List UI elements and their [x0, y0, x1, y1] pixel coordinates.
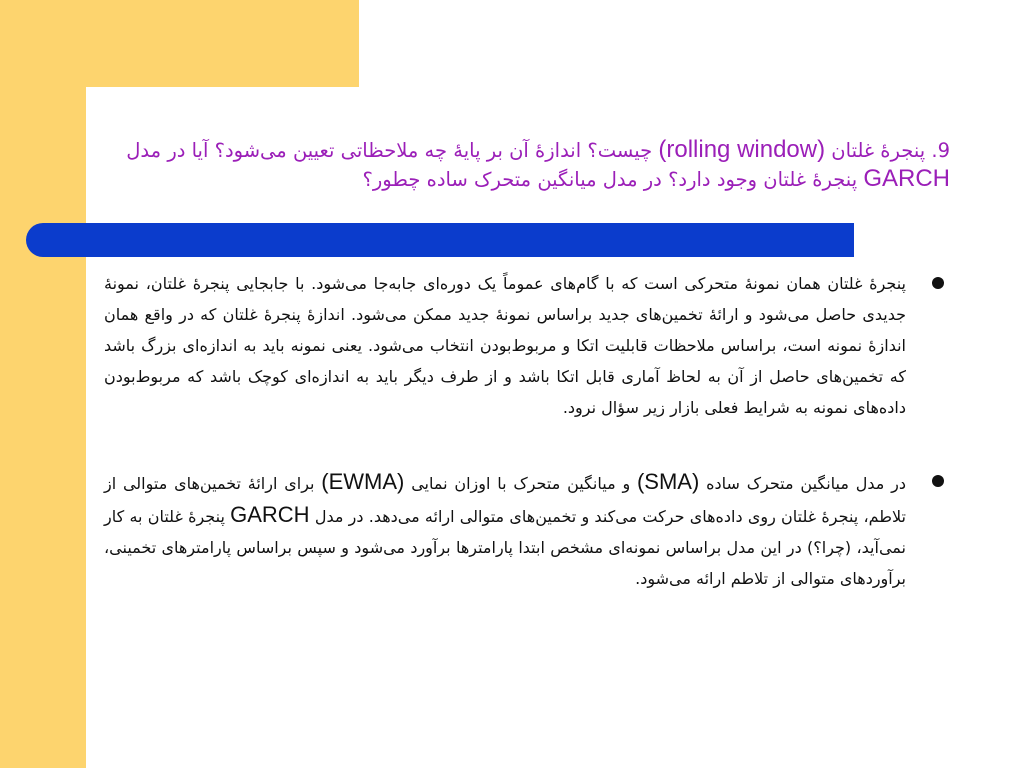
slide-title: [100, 136, 950, 194]
bullet-list: [104, 268, 950, 594]
bullet-text-3: برای ارائهٔ تخمین‌های متوالی از تلاطم، پنجرهٔ غلتان روی داده‌های حرکت می‌کند و تخمین‌های متوالی ارائه می‌دهد. در مدل: [104, 474, 906, 526]
bullet-item: [104, 466, 950, 594]
bullet-term-ewma: (EWMA): [321, 469, 405, 494]
title-term-rolling-window: (rolling window): [658, 136, 826, 163]
left-accent-strip: [0, 0, 86, 768]
bullet-dot-icon: [932, 475, 944, 487]
title-text-2: چیست؟ اندازهٔ آن بر پایهٔ چه ملاحظاتی تعیین می‌شود؟ آیا در مدل: [126, 139, 659, 162]
top-accent-block: [86, 0, 359, 87]
title-text-3: پنجرهٔ غلتان وجود دارد؟ در مدل میانگین متحرک ساده چطور؟: [362, 168, 864, 191]
title-term-garch: GARCH: [863, 165, 950, 192]
bullet-text-2: و میانگین متحرک با اوزان نمایی: [404, 474, 637, 493]
bullet-dot-icon: [932, 277, 944, 289]
title-divider-bar: [26, 223, 854, 257]
title-text-1: 9. پنجرهٔ غلتان: [825, 139, 950, 162]
bullet-term-garch: GARCH: [230, 502, 310, 527]
bullet-item: [104, 268, 950, 423]
bullet-text-4: پنجرهٔ غلتان به کار نمی‌آید، (چرا؟) در این مدل براساس نمونه‌ای مشخص ابتدا پارامترها برآورد می‌شود و سپس براساس پارامترهای تخمینی، برآوردهای متوالی از تلاطم ارائه می‌شود.: [104, 507, 906, 588]
bullet-text-1: در مدل میانگین متحرک ساده: [699, 474, 907, 493]
bullet-text: پنجرهٔ غلتان همان نمونهٔ متحرکی است که با گام‌های عموماً یک دوره‌ای جابه‌جا می‌شود. با جابجایی پنجرهٔ غلتان، نمونهٔ جدیدی حاصل می‌شود و ارائهٔ تخمین‌های جدید براساس نمونهٔ جدید ممکن می‌شود. اندازهٔ پنجرهٔ غلتان که در واقع همان اندازهٔ نمونه است، براساس ملاحظات قابلیت اتکا و مربوط‌بودن انتخاب می‌شود. یعنی نمونه باید به اندازه‌ای بزرگ باشد که تخمین‌های حاصل از آن به لحاظ آماری قابل اتکا باشد و از طرف دیگر باید به اندازه‌ای کوچک باشد که مربوط‌بودن داده‌های نمونه به شرایط فعلی بازار زیر سؤال نرود.: [104, 274, 906, 417]
bullet-term-sma: (SMA): [636, 469, 700, 494]
